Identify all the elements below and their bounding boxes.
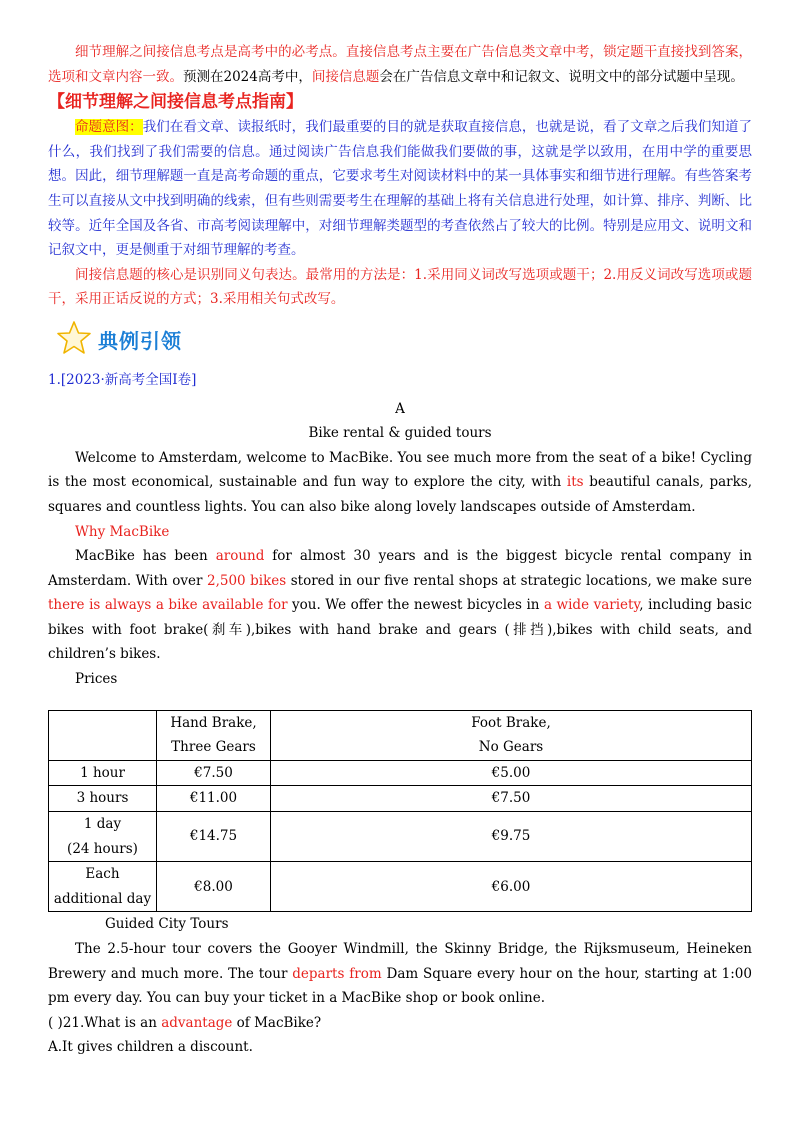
row-label — [49, 862, 157, 912]
p1-text-end: beautiful canals, parks, squares and countless lights. You can also bike along lovely landscapes outside of Amsterdam. — [48, 474, 753, 515]
foot-brake-price: €7.50 — [271, 786, 752, 812]
p2-text-b: for almost 30 years and is the biggest bicycle rental company in Amsterdam. With over — [48, 548, 752, 589]
p2-text-c: stored in our five rental shops at strategic locations, we make sure — [286, 572, 752, 589]
header-line: Hand Brake, — [170, 714, 257, 731]
question-source: 1.[2023·新高考全国Ⅰ卷] — [48, 371, 197, 388]
row-label-line: 3 hours — [76, 790, 129, 807]
guide-heading: 【细节理解之间接信息考点指南】 — [48, 92, 303, 113]
question-suffix: of MacBike? — [232, 1014, 322, 1031]
star-icon — [56, 320, 92, 360]
intro-text-end: 会在广告信息文章中和记叙文、说明文中的部分试题中呈现。 — [379, 68, 744, 85]
price-table — [48, 710, 752, 913]
intro-paragraph — [48, 40, 752, 89]
row-label-line: 1 day — [83, 816, 122, 833]
question-stem — [48, 1011, 752, 1036]
banner-title: 典例引领 — [98, 329, 182, 354]
p2-text-e: , including basic bikes with foot brake(刹车),bikes with hand brake and gears (排挡),bikes with child seats, and children’s bikes. — [48, 597, 752, 663]
document-page — [48, 40, 752, 1060]
core-paragraph: 间接信息题的核心是识别同义句表达。最常用的方法是：1.采用同义词改写选项或题干；2.用反义词改写选项或题干，采用正话反说的方式；3.采用相关句式改写。 — [48, 266, 752, 308]
row-label — [49, 812, 157, 862]
header-line: Three Gears — [171, 739, 256, 756]
option-a: A.It gives children a discount. — [48, 1039, 253, 1056]
passage-paragraph-1 — [48, 446, 752, 520]
table-header-row — [49, 710, 752, 760]
table-header-cell — [49, 710, 157, 760]
passage-letter: A — [395, 400, 405, 417]
question-prefix: ( )21.What is an — [48, 1014, 162, 1031]
tours-label: Guided City Tours — [105, 916, 229, 933]
p1-text: Welcome to Amsterdam, welcome to MacBike. You see much more from the seat of a bike! Cycling is the most economical, sustainable and fun way to explore the city, with — [48, 449, 752, 491]
intro-red-text: 细节理解之间接信息考点是高考中的必考点。直接信息考点主要在广告信息类文章中考，锁定题干直接找到答案，选项和文章内容一致。 — [48, 44, 752, 85]
hand-brake-price: €7.50 — [157, 760, 271, 786]
p3-text-end: Dam Square every hour on the hour, starting at 1:00 pm every day. You can buy your ticket in a MacBike shop or book online. — [48, 965, 752, 1007]
header-line: Foot Brake, — [471, 714, 551, 731]
question-red: advantage — [161, 1014, 233, 1031]
row-label-line: 1 hour — [80, 764, 125, 781]
p2-text-d: you. We offer the newest bicycles in — [287, 597, 544, 614]
p2-red-3: there is always a bike available for — [48, 597, 288, 614]
passage-title: Bike rental & guided tours — [308, 425, 492, 442]
prices-label: Prices — [75, 671, 118, 688]
p1-red: its — [566, 474, 584, 491]
p2-text-a: MacBike has been — [75, 548, 216, 565]
hand-brake-price: €14.75 — [157, 812, 271, 862]
p3-red: departs from — [292, 965, 382, 982]
passage-paragraph-3 — [48, 937, 752, 1011]
intent-label: 命题意图： — [75, 119, 143, 136]
intent-paragraph — [48, 115, 752, 263]
row-label-line: additional day — [53, 890, 152, 907]
header-line: No Gears — [478, 739, 544, 756]
table-row — [49, 812, 752, 862]
row-label — [49, 786, 157, 812]
passage-paragraph-2 — [48, 544, 752, 667]
intro-highlight: 间接信息题 — [311, 68, 380, 85]
table-header-cell — [271, 710, 752, 760]
table-row — [49, 760, 752, 786]
row-label — [49, 760, 157, 786]
intent-text: 我们在看文章、读报纸时，我们最重要的目的就是获取直接信息，也就是说，看了文章之后我们知道了什么，我们找到了我们需要的信息。通过阅读广告信息我们能做我们要做的事，这就是学以致用，在用中学的重要思想。因此，细节理解题一直是高考命题的重点，它要求考生对阅读材料中的某一具体事实和细节进行理解。有些答案考生可以直接从文中找到明确的线索，但有些则需要考生在理解的基础上将有关信息进行处理，如计算、排序、判断、比较等。近年全国及各省、市高考阅读理解中，对细节理解类题型的考查依然占了较大的比例。特别是应用文、说明文和记叙文中，更是侧重于对细节理解的考查。 — [48, 119, 753, 259]
table-row — [49, 862, 752, 912]
p2-red-2: 2,500 bikes — [206, 572, 287, 589]
row-label-line: Each — [85, 866, 120, 883]
foot-brake-price: €5.00 — [271, 760, 752, 786]
table-header-cell — [157, 710, 271, 760]
p2-red-4: a wide variety — [543, 597, 640, 614]
intro-text: 预测在2024高考中， — [183, 68, 312, 85]
hand-brake-price: €11.00 — [157, 786, 271, 812]
p3-text: The 2.5-hour tour covers the Gooyer Windmill, the Skinny Bridge, the Rijksmuseum, Heineken Brewery and much more. The tour — [48, 941, 752, 982]
row-label-line: (24 hours) — [67, 840, 138, 857]
foot-brake-price: €6.00 — [271, 862, 752, 912]
foot-brake-price: €9.75 — [271, 812, 752, 862]
example-banner — [56, 312, 752, 368]
p2-red-1: around — [215, 548, 265, 565]
table-row — [49, 786, 752, 812]
hand-brake-price: €8.00 — [157, 862, 271, 912]
why-heading: Why MacBike — [75, 523, 170, 540]
